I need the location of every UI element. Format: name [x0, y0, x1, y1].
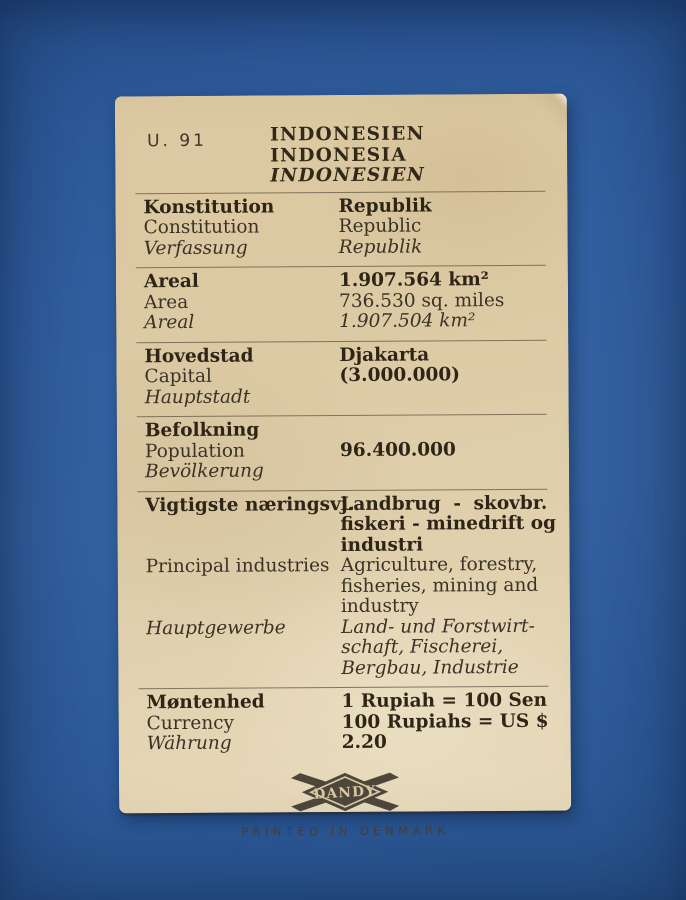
row-labels	[144, 346, 339, 409]
row-labels	[145, 493, 354, 681]
label-german: Hauptstadt	[144, 386, 251, 408]
card-title-danish: INDONESIEN	[269, 123, 425, 146]
value-currency-line: 1 Rupiah = 100 Sen	[341, 689, 548, 713]
label-english: Area	[144, 291, 189, 313]
row-values	[340, 419, 569, 482]
label-german: Hauptgewerbe	[145, 616, 286, 639]
value-empty	[340, 419, 561, 441]
row-values	[340, 493, 570, 679]
label-german: Bevölkerung	[145, 460, 264, 483]
row-values	[341, 691, 570, 754]
value-german: Republik	[338, 236, 423, 258]
label-german: Areal	[144, 311, 195, 334]
value-empty	[340, 385, 561, 407]
value-capital-population: (3.000.000)	[339, 364, 461, 387]
value-english-line: Agriculture, forestry,	[340, 553, 538, 577]
card-title-english: INDONESIA	[270, 144, 408, 166]
value-english-line: industry	[340, 595, 419, 618]
label-empty	[145, 515, 340, 537]
label-empty	[146, 638, 341, 660]
label-danish: Hovedstad	[144, 345, 254, 367]
value-english: Republic	[338, 215, 422, 238]
label-empty	[146, 597, 341, 619]
label-empty	[146, 536, 341, 558]
trading-card	[115, 94, 571, 839]
card-footer	[119, 764, 571, 839]
label-danish: Konstitution	[143, 195, 275, 218]
value-empty	[340, 460, 561, 482]
row-constitution	[115, 191, 567, 262]
label-danish: Befolkning	[144, 419, 260, 442]
value-danish-line: industri	[340, 534, 424, 556]
label-danish: Vigtigste næringsvj.	[145, 493, 354, 516]
label-danish: Møntenhed	[146, 691, 265, 714]
label-english: Currency	[146, 712, 235, 734]
row-values	[338, 195, 567, 258]
value-english: 736.530 sq. miles	[339, 289, 505, 312]
row-values	[339, 270, 568, 333]
label-german: Währung	[146, 732, 232, 755]
label-english: Population	[144, 440, 245, 462]
value-capital-name: Djakarta	[339, 343, 430, 366]
row-labels	[145, 420, 340, 483]
row-population	[117, 415, 569, 486]
row-capital	[116, 340, 568, 411]
row-industries	[117, 489, 570, 683]
printed-in-denmark-text: PRINTED IN DENMARK	[241, 822, 450, 839]
value-german: 1.907.504 km²	[339, 310, 476, 333]
label-english: Capital	[144, 365, 212, 388]
value-german-line: Bergbau, Industrie	[341, 656, 519, 679]
value-german-line: schaft, Fischerei,	[341, 636, 504, 659]
card-header	[115, 94, 568, 188]
row-labels	[143, 197, 338, 260]
row-values	[339, 344, 568, 407]
row-area	[116, 266, 568, 337]
label-english: Constitution	[143, 216, 260, 239]
row-labels	[144, 271, 339, 334]
value-population: 96.400.000	[339, 438, 456, 461]
value-danish: Republik	[338, 194, 432, 217]
row-currency	[118, 687, 570, 758]
card-corner-crease	[515, 94, 567, 142]
value-danish-line: fiskeri - minedrift og	[340, 512, 557, 536]
value-currency-line: 2.20	[341, 731, 387, 754]
dandy-logo-text: DANDY	[313, 782, 377, 803]
row-labels	[146, 692, 341, 755]
label-danish: Areal	[143, 270, 199, 293]
label-empty	[146, 577, 341, 599]
card-code: U. 91	[147, 130, 208, 152]
label-german: Verfassung	[143, 237, 248, 259]
dandy-logo-icon	[291, 765, 399, 818]
label-english: Principal industries	[145, 555, 330, 578]
card-title-block	[270, 124, 425, 186]
value-english-line: fisheries, mining and	[340, 574, 539, 597]
value-danish: 1.907.564 km²	[338, 269, 489, 292]
value-german-line: Land- und Forstwirt-	[340, 615, 535, 638]
value-currency-line: 100 Rupiahs = US $	[341, 710, 549, 733]
card-title-german: INDONESIEN	[270, 164, 426, 187]
value-danish-line: Landbrug - skovbr.	[340, 492, 548, 515]
label-empty	[146, 659, 341, 681]
